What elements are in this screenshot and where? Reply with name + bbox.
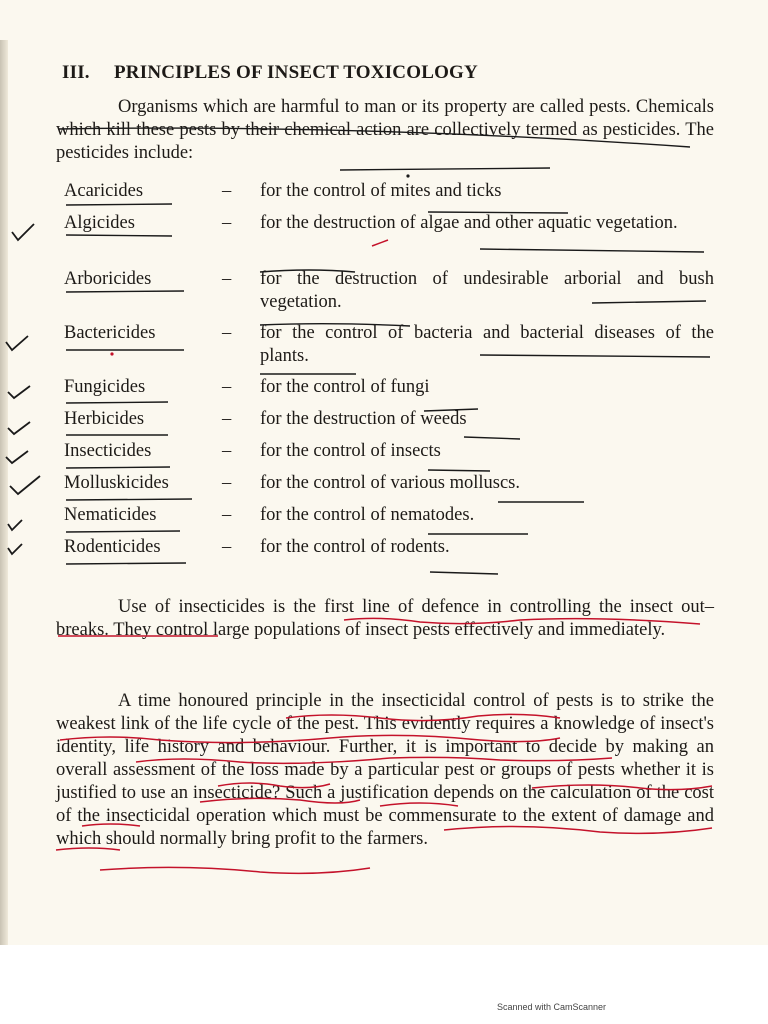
section-heading	[62, 62, 742, 84]
section-title: PRINCIPLES OF INSECT TOXICOLOGY	[114, 62, 478, 83]
definition-description: for the destruction of algae and other aquatic vegetation.	[260, 213, 678, 233]
definition-term: Bactericides	[64, 323, 156, 343]
check-icon	[8, 520, 22, 530]
definition-description: for the destruction of undesirable arborial and bush vegetation.	[260, 269, 714, 312]
definition-dash: –	[222, 213, 232, 233]
intro-text: Organisms which are harmful to man or its property are called pests. Chemicals which kill these pests by their chemical action are collectively termed as pesticides. The pesticides include:	[56, 97, 714, 163]
definition-description: for the control of mites and ticks	[260, 181, 502, 201]
definition-dash: –	[222, 473, 232, 493]
definition-description: for the control of rodents.	[260, 537, 450, 557]
check-icon	[6, 336, 28, 350]
definition-term: Arboricides	[64, 269, 152, 289]
scanner-watermark: Scanned with CamScanner	[497, 1002, 607, 1012]
check-icon	[8, 386, 30, 398]
principle-text: A time honoured principle in the insecticidal control of pests is to strike the weakest link of the life cycle of the pest. This evidently requires a knowledge of insect's identity, life history and behaviour. Further, it is important to decide by making an overall assessment of the loss made by a particular pest or groups of pests whether it is justified to use an insecticide? Such a justification depends on the calculation of the cost of the insecticidal operation which must be commensurate to the extent of damage and which should normally bring profit to the farmers.	[56, 691, 714, 849]
definition-dash: –	[222, 505, 232, 525]
check-icon	[8, 422, 30, 434]
definition-description: for the control of various molluscs.	[260, 473, 520, 493]
definition-description: for the control of nematodes.	[260, 505, 475, 525]
definition-term: Molluskicides	[64, 473, 169, 493]
definition-dash: –	[222, 323, 232, 343]
check-icon	[10, 476, 40, 494]
check-icon	[6, 451, 28, 463]
definition-dash: –	[222, 441, 232, 461]
definition-term: Nematicides	[64, 505, 157, 525]
definition-description: for the control of bacteria and bacterial diseases of the plants.	[260, 323, 714, 366]
definition-term: Herbicides	[64, 409, 145, 429]
definition-term: Fungicides	[64, 377, 146, 397]
intro-paragraph	[56, 96, 714, 165]
section-number: III.	[62, 62, 90, 83]
definition-term: Insecticides	[64, 441, 152, 461]
principle-paragraph	[56, 690, 714, 851]
definition-description: for the control of insects	[260, 441, 441, 461]
check-icon	[8, 544, 22, 554]
definition-term: Algicides	[64, 213, 135, 233]
insecticide-use-text: Use of insecticides is the first line of defence in controlling the insect out–breaks. They control large populations of insect pests effectively and immediately.	[56, 597, 714, 640]
definition-dash: –	[222, 377, 232, 397]
check-icon	[12, 224, 34, 240]
definition-term: Rodenticides	[64, 537, 161, 557]
definition-description: for the destruction of weeds	[260, 409, 467, 429]
insecticide-use-paragraph	[56, 596, 714, 642]
margin-check-marks	[6, 224, 40, 554]
definition-dash: –	[222, 181, 232, 201]
page-spine-shadow	[0, 40, 8, 945]
definition-description: for the control of fungi	[260, 377, 430, 397]
definition-dash: –	[222, 409, 232, 429]
definition-dash: –	[222, 269, 232, 289]
red-mark-destruction	[372, 240, 388, 246]
definition-term: Acaricides	[64, 181, 144, 201]
definition-dash: –	[222, 537, 232, 557]
